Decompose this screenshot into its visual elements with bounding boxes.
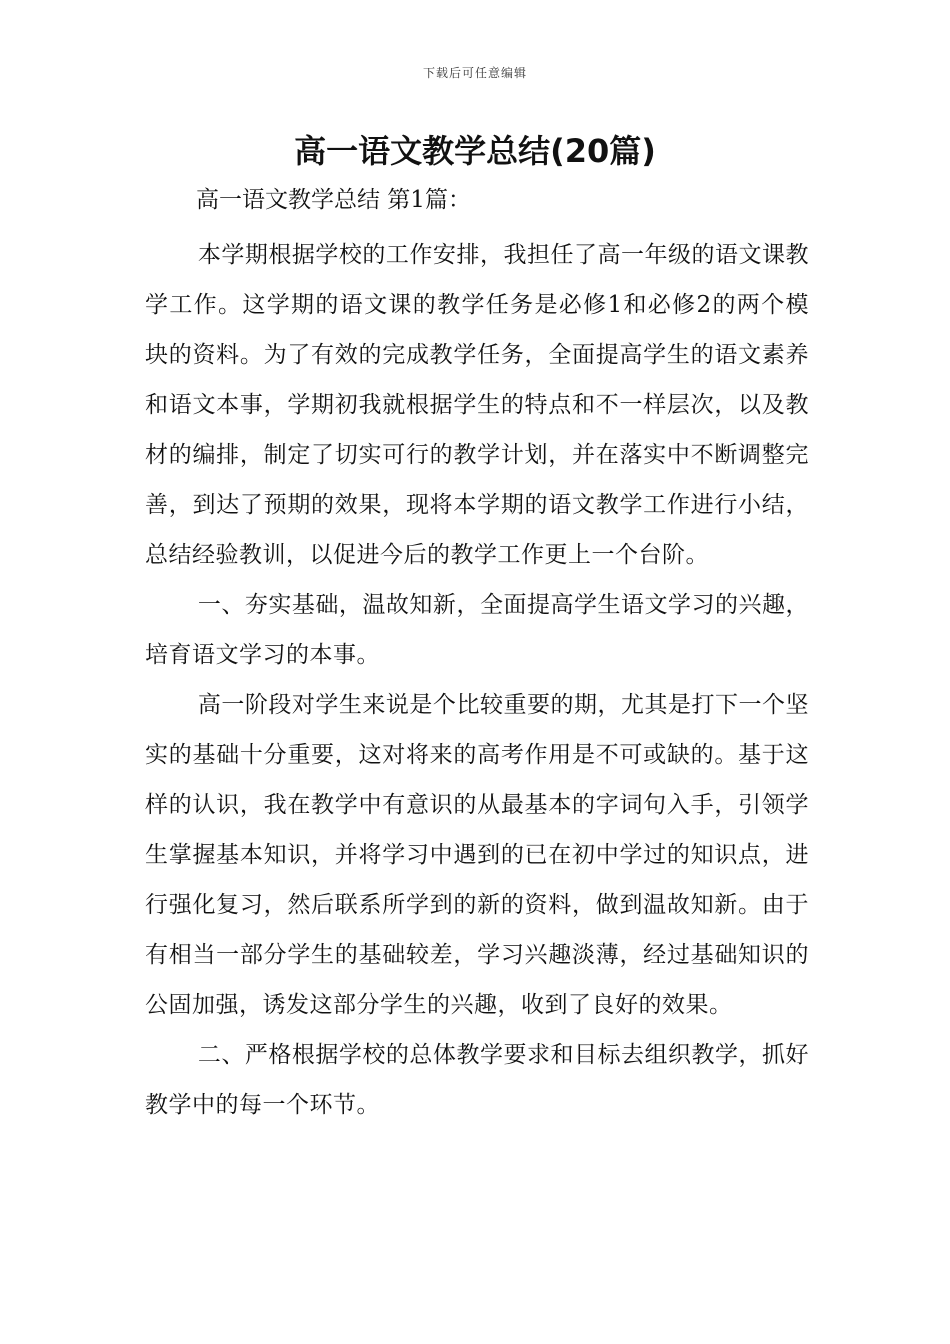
document-body <box>145 230 809 1130</box>
paragraph-section-two-heading: 二、严格根据学校的总体教学要求和目标去组织教学，抓好教学中的每一个环节。 <box>145 1042 809 1118</box>
paragraph-section-one-heading: 一、夯实基础，温故知新，全面提高学生语文学习的兴趣，培育语文学习的本事。 <box>145 592 809 668</box>
document-subheading: 高一语文教学总结 第1篇： <box>196 187 471 213</box>
document-title: 高一语文教学总结(20篇) <box>294 132 656 170</box>
header-note: 下载后可任意编辑 <box>422 66 527 80</box>
paragraph-section-one-body: 高一阶段对学生来说是个比较重要的期，尤其是打下一个坚实的基础十分重要，这对将来的高考作用是不可或缺的。基于这样的认识，我在教学中有意识的从最基本的字词句入手，引领学生掌握基本知识，并将学习中遇到的已在初中学过的知识点，进行强化复习，然后联系所学到的新的资料，做到温故知新。由于有相当一部分学生的基础较差，学习兴趣淡薄，经过基础知识的公固加强，诱发这部分学生的兴趣，收到了良好的效果。 <box>145 692 809 1018</box>
paragraph-intro: 本学期根据学校的工作安排，我担任了高一年级的语文课教学工作。这学期的语文课的教学任务是必修1和必修2的两个模块的资料。为了有效的完成教学任务，全面提高学生的语文素养和语文本事，学期初我就根据学生的特点和不一样层次，以及教材的编排，制定了切实可行的教学计划，并在落实中不断调整完善，到达了预期的效果，现将本学期的语文教学工作进行小结，总结经验教训，以促进今后的教学工作更上一个台阶。 <box>145 242 809 568</box>
